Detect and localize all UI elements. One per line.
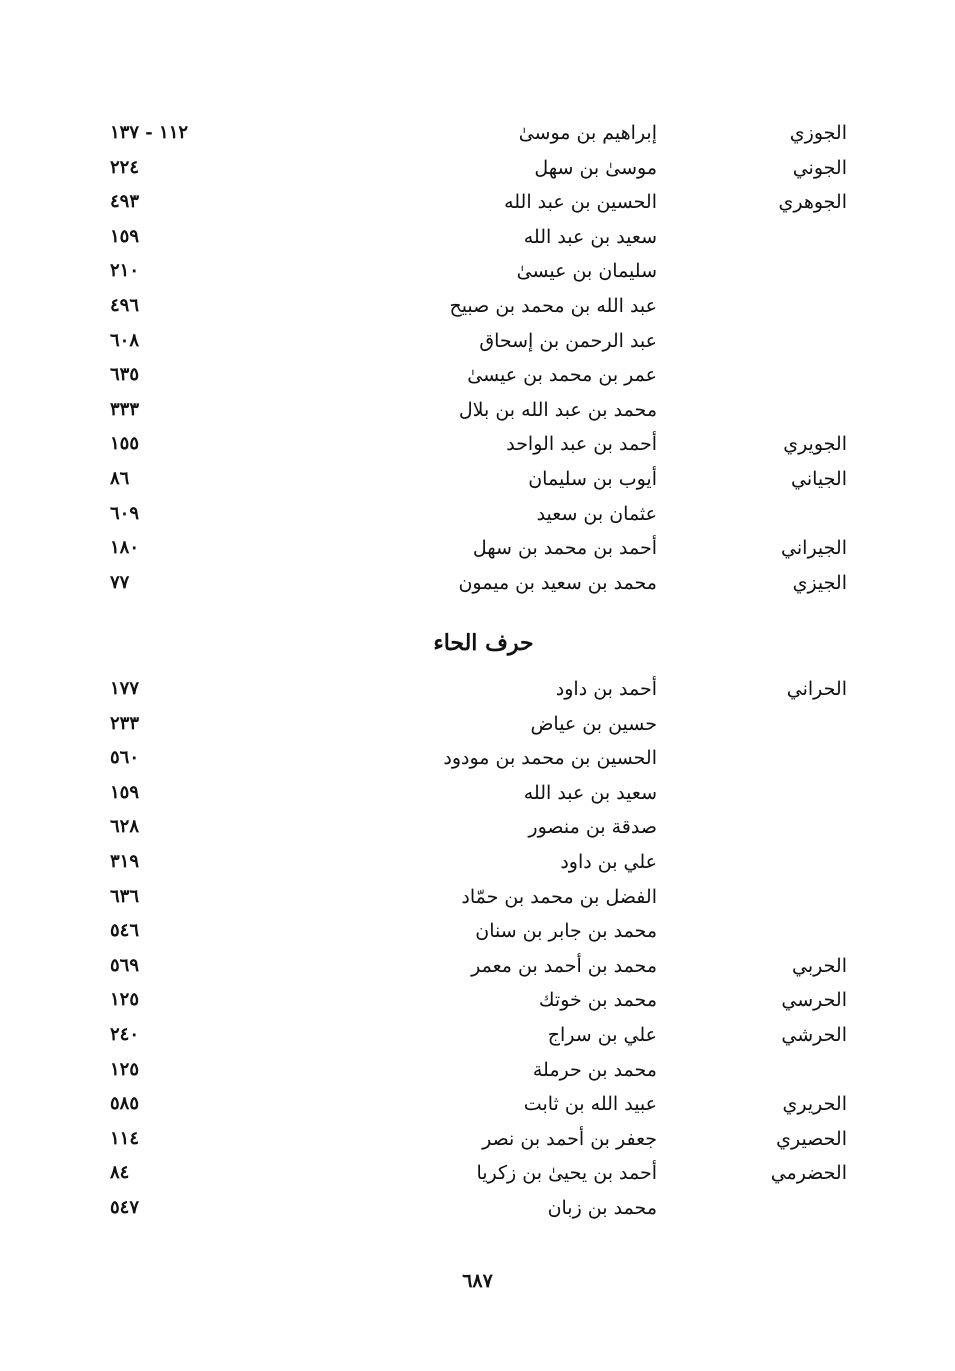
- page-reference: ١٧٧: [110, 678, 140, 699]
- person-name: جعفر بن أحمد بن نصر: [482, 1127, 657, 1150]
- index-section-jim: [0, 116, 955, 600]
- page-reference: ٥٨٥: [110, 1093, 140, 1115]
- page-reference: ٢٤٠: [110, 1023, 140, 1045]
- person-name: محمد بن حرملة: [532, 1058, 657, 1081]
- index-row: [0, 462, 955, 497]
- index-row: [0, 1191, 955, 1226]
- index-row: [0, 1018, 955, 1053]
- nisba-label: الحريري: [782, 1093, 847, 1116]
- index-row: [0, 983, 955, 1018]
- index-row: [0, 324, 955, 359]
- section-heading: حرف الحاء: [433, 630, 534, 656]
- index-row: [0, 1122, 955, 1157]
- person-name: سعيد بن عبد الله: [523, 225, 657, 248]
- person-name: علي بن سراج: [547, 1023, 657, 1046]
- index-row: [0, 393, 955, 428]
- person-name: أحمد بن محمد بن سهل: [472, 537, 657, 560]
- person-name: الحسين بن عبد الله: [504, 191, 657, 214]
- nisba-label: الجياني: [791, 467, 847, 490]
- person-name: أحمد بن عبد الواحد: [506, 433, 657, 456]
- index-row: [0, 1156, 955, 1191]
- page-reference: ٦٢٨: [110, 816, 140, 838]
- page-reference: ٨٤: [110, 1162, 130, 1184]
- page-reference: ٤٩٣: [110, 191, 140, 213]
- person-name: محمد بن سعيد بن ميمون: [458, 571, 657, 594]
- nisba-label: الحضرمي: [770, 1162, 847, 1185]
- index-row: [0, 289, 955, 324]
- index-row: [0, 151, 955, 186]
- index-row: [0, 914, 955, 949]
- person-name: الفضل بن محمد بن حمّاد: [461, 885, 657, 908]
- index-row: [0, 810, 955, 845]
- index-row: [0, 1053, 955, 1088]
- nisba-label: الحراني: [786, 678, 847, 700]
- person-name: موسىٰ بن سهل: [534, 156, 657, 179]
- page-number: ٦٨٧: [462, 1270, 493, 1292]
- index-row: [0, 427, 955, 462]
- page-reference: ٨٦: [110, 467, 130, 489]
- page-reference: ١١٤: [110, 1127, 140, 1149]
- page-reference: ١١٢ - ١٣٧: [110, 122, 189, 143]
- person-name: الحسين بن محمد بن مودود: [443, 747, 657, 770]
- page-reference: ٥٦٠: [110, 747, 140, 769]
- page-reference: ١٥٩: [110, 781, 140, 803]
- person-name: سعيد بن عبد الله: [523, 781, 657, 804]
- nisba-label: الجيزي: [792, 571, 847, 594]
- person-name: أحمد بن يحيىٰ بن زكريا: [476, 1162, 657, 1185]
- nisba-label: الحربي: [792, 954, 847, 977]
- page-reference: ٥٤٧: [110, 1196, 140, 1218]
- person-name: عمر بن محمد بن عيسىٰ: [467, 364, 657, 387]
- person-name: محمد بن عبد الله بن بلال: [458, 398, 657, 421]
- index-row: [0, 845, 955, 880]
- index-row: [0, 531, 955, 566]
- nisba-label: الحرشي: [781, 1023, 847, 1046]
- nisba-label: الجويري: [783, 433, 847, 456]
- page-reference: ١٥٩: [110, 225, 140, 247]
- nisba-label: الحصيري: [776, 1127, 847, 1150]
- nisba-label: الجوهري: [778, 191, 847, 214]
- person-name: أحمد بن داود: [555, 678, 657, 700]
- page-reference: ٥٦٩: [110, 954, 140, 976]
- index-row: [0, 741, 955, 776]
- index-row: [0, 220, 955, 255]
- page-reference: ٢١٠: [110, 260, 140, 282]
- nisba-label: الجوزي: [789, 122, 847, 144]
- person-name: محمد بن أحمد بن معمر: [471, 954, 657, 977]
- index-row: [0, 185, 955, 220]
- page-reference: ٣٣٣: [110, 398, 140, 420]
- nisba-label: الجيراني: [781, 537, 847, 560]
- page-reference: ١٥٥: [110, 433, 140, 455]
- person-name: إبراهيم بن موسىٰ: [518, 122, 657, 144]
- person-name: سليمان بن عيسىٰ: [516, 260, 657, 283]
- page-reference: ٦٠٩: [110, 502, 140, 524]
- page-reference: ١٢٥: [110, 1058, 140, 1080]
- page-reference: ٥٤٦: [110, 920, 140, 942]
- page-reference: ١٢٥: [110, 989, 140, 1011]
- page-reference: ٦٠٨: [110, 329, 140, 351]
- person-name: محمد بن خوتك: [538, 989, 657, 1012]
- index-row: [0, 776, 955, 811]
- person-name: عثمان بن سعيد: [536, 502, 657, 525]
- index-row: [0, 254, 955, 289]
- index-row: [0, 1087, 955, 1122]
- nisba-label: الحرسي: [781, 989, 847, 1012]
- person-name: حسين بن عياض: [530, 712, 657, 735]
- index-row: [0, 672, 955, 707]
- person-name: صدقة بن منصور: [528, 816, 657, 839]
- index-row: [0, 566, 955, 601]
- index-row: [0, 707, 955, 742]
- page-reference: ٤٩٦: [110, 294, 140, 316]
- page-reference: ٢٢٤: [110, 156, 140, 178]
- page-reference: ٦٣٥: [110, 364, 140, 386]
- index-row: [0, 497, 955, 532]
- person-name: عبد الله بن محمد بن صبيح: [449, 294, 657, 317]
- page-reference: ٣١٩: [110, 850, 140, 872]
- nisba-label: الجوني: [792, 156, 847, 179]
- person-name: علي بن داود: [560, 850, 657, 873]
- index-row: [0, 949, 955, 984]
- index-row: [0, 116, 955, 151]
- page-reference: ٧٧: [110, 571, 130, 593]
- person-name: محمد بن جابر بن سنان: [475, 920, 657, 943]
- person-name: عبيد الله بن ثابت: [523, 1093, 657, 1116]
- person-name: محمد بن زبان: [547, 1196, 657, 1219]
- page-reference: ١٨٠: [110, 537, 140, 559]
- page-reference: ٢٣٣: [110, 712, 140, 734]
- index-row: [0, 880, 955, 915]
- index-row: [0, 358, 955, 393]
- person-name: أيوب بن سليمان: [528, 467, 657, 490]
- person-name: عبد الرحمن بن إسحاق: [479, 329, 657, 352]
- page-reference: ٦٣٦: [110, 885, 140, 907]
- index-section-ha: [0, 672, 955, 1226]
